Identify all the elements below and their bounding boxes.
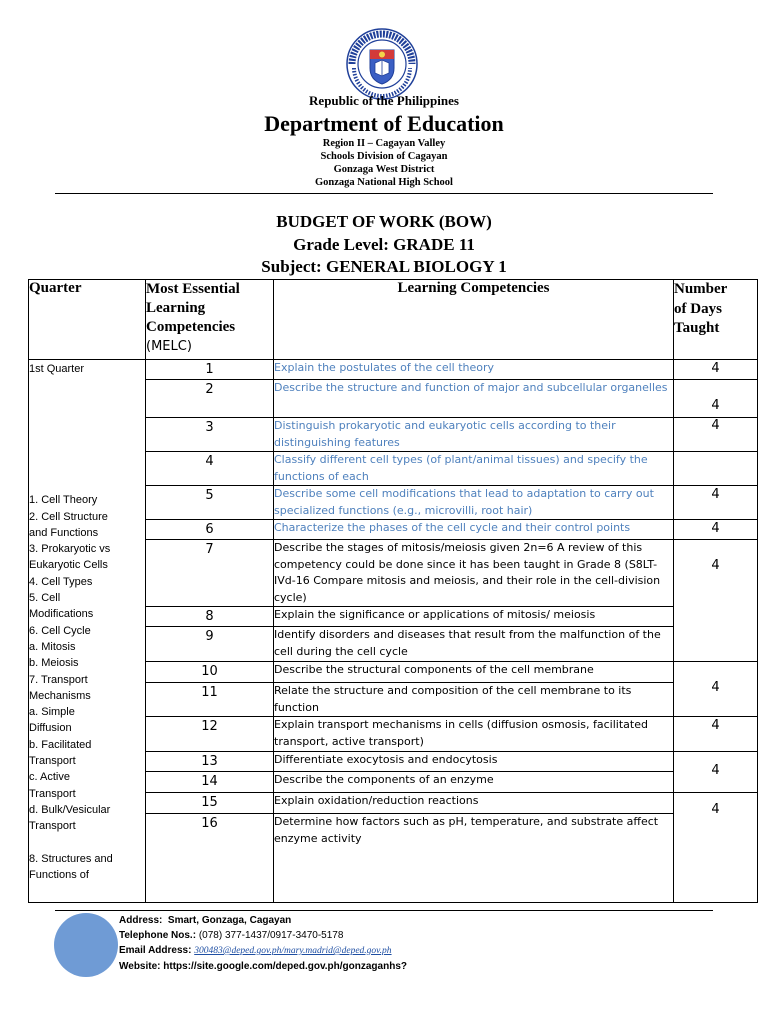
deped-seal-logo bbox=[346, 28, 418, 100]
days-cell: 4 bbox=[674, 540, 758, 662]
melc-number: 8 bbox=[146, 607, 274, 627]
topic-spacer bbox=[29, 835, 145, 851]
division-line: Schools Division of Cagayan bbox=[320, 151, 448, 162]
topic-line: 8. Structures and bbox=[29, 852, 113, 865]
days-cell: 4 bbox=[674, 360, 758, 380]
header-days-line2: of Days bbox=[674, 300, 722, 317]
address-value: Smart, Gonzaga, Cagayan bbox=[167, 915, 292, 926]
district-line: Gonzaga West District bbox=[333, 164, 435, 175]
melc-number: 16 bbox=[146, 814, 274, 903]
footer-logo-circle bbox=[54, 913, 118, 977]
days-cell: 4 bbox=[674, 380, 758, 418]
melc-number: 12 bbox=[146, 717, 274, 752]
header-melc-abbr: (MELC) bbox=[146, 339, 192, 354]
competency-text: Explain oxidation/reduction reactions bbox=[274, 793, 674, 814]
address-label: Address: bbox=[119, 915, 163, 926]
melc-number: 1 bbox=[146, 360, 274, 380]
competency-text: Describe the stages of mitosis/meiosis given 2n=6 A review of this competency could be done since it has been taught in Grade 8 (S8LT-IVd-16 Compare mitosis and meiosis, and their role in the cell-division cycle) bbox=[274, 540, 674, 607]
competency-text: Characterize the phases of the cell cycle and their control points bbox=[274, 520, 674, 540]
melc-number: 6 bbox=[146, 520, 274, 540]
competency-text: Describe some cell modifications that lead to adaptation to carry out specialized functions (e.g., microvilli, root hair) bbox=[274, 486, 674, 520]
topic-line: and Functions bbox=[29, 526, 99, 539]
grade-level: Grade Level: GRADE 11 bbox=[293, 235, 475, 254]
days-cell: 4 bbox=[674, 752, 758, 793]
competency-text: Describe the structure and function of major and subcellular organelles bbox=[274, 380, 674, 418]
days-cell: 4 bbox=[674, 662, 758, 717]
melc-number: 9 bbox=[146, 627, 274, 662]
topic-line: Modifications bbox=[29, 608, 94, 621]
melc-number: 13 bbox=[146, 752, 274, 772]
header-melc-line3: Competencies bbox=[146, 319, 236, 335]
footer-divider bbox=[55, 910, 713, 911]
telephone-value: (078) 377-1437/0917-3470-5178 bbox=[198, 930, 344, 941]
header-days bbox=[674, 280, 758, 360]
competency-text: Relate the structure and composition of the cell membrane to its function bbox=[274, 683, 674, 717]
melc-number: 3 bbox=[146, 418, 274, 452]
days-cell: 4 bbox=[674, 418, 758, 452]
topic-line: 6. Cell Cycle bbox=[29, 624, 91, 637]
email-link[interactable]: 300483@deped.gov.ph/mary.madrid@deped.gov.ph bbox=[194, 946, 392, 956]
topic-line: Mechanisms bbox=[29, 689, 91, 702]
website-link[interactable]: https://site.google.com/deped.gov.ph/gonzaganhs? bbox=[163, 961, 407, 972]
days-cell: 4 bbox=[674, 520, 758, 540]
melc-number: 7 bbox=[146, 540, 274, 607]
topic-line: 1. Cell Theory bbox=[29, 494, 98, 507]
topic-line: 3. Prokaryotic vs bbox=[29, 543, 111, 556]
subject-line: Subject: GENERAL BIOLOGY 1 bbox=[261, 257, 507, 276]
document-title: BUDGET OF WORK (BOW) bbox=[276, 212, 492, 231]
days-cell bbox=[674, 452, 758, 486]
days-cell: 4 bbox=[674, 717, 758, 752]
budget-of-work-table bbox=[28, 279, 758, 903]
department-heading: Department of Education bbox=[264, 111, 504, 136]
competency-text: Explain the postulates of the cell theory bbox=[274, 360, 674, 380]
days-cell: 4 bbox=[674, 486, 758, 520]
melc-number: 10 bbox=[146, 662, 274, 683]
competency-text: Classify different cell types (of plant/animal tissues) and specify the functions of each bbox=[274, 452, 674, 486]
email-label: Email Address: bbox=[119, 945, 192, 956]
header-learning-competencies: Learning Competencies bbox=[274, 280, 674, 360]
quarter-cell bbox=[29, 360, 146, 903]
website-label: Website: bbox=[119, 961, 161, 972]
melc-number: 4 bbox=[146, 452, 274, 486]
melc-number: 11 bbox=[146, 683, 274, 717]
topic-line: 5. Cell bbox=[29, 592, 61, 605]
topic-line: Transport bbox=[29, 755, 76, 768]
melc-number: 15 bbox=[146, 793, 274, 814]
topic-list bbox=[29, 492, 145, 883]
topic-line: 4. Cell Types bbox=[29, 575, 93, 588]
region-line: Region II – Cagayan Valley bbox=[322, 138, 446, 149]
melc-number: 2 bbox=[146, 380, 274, 418]
topic-line: 2. Cell Structure bbox=[29, 510, 108, 523]
days-cell: 4 bbox=[674, 793, 758, 903]
topic-line: Transport bbox=[29, 787, 76, 800]
competency-text: Differentiate exocytosis and endocytosis bbox=[274, 752, 674, 772]
competency-text: Explain the significance or applications of mitosis/ meiosis bbox=[274, 607, 674, 627]
topic-line: 7. Transport bbox=[29, 673, 88, 686]
topic-line: Transport bbox=[29, 820, 76, 833]
footer-contact bbox=[119, 913, 407, 974]
telephone-label: Telephone Nos.: bbox=[119, 930, 197, 941]
header-days-line3: Taught bbox=[674, 320, 720, 336]
topic-line: Functions of bbox=[29, 868, 89, 881]
republic-heading: Republic of the Philippines bbox=[309, 93, 459, 108]
topic-line: Diffusion bbox=[29, 722, 72, 735]
competency-text: Determine how factors such as pH, temperature, and substrate affect enzyme activity bbox=[274, 814, 674, 903]
footer-telephone bbox=[119, 928, 407, 943]
table-header-row bbox=[29, 280, 758, 360]
header-quarter: Quarter bbox=[29, 280, 146, 360]
topic-line: b. Facilitated bbox=[29, 738, 92, 751]
header-days-line1: Number bbox=[674, 281, 728, 297]
header-melc-line2: Learning bbox=[146, 300, 206, 316]
topic-line: a. Mitosis bbox=[29, 640, 76, 653]
quarter-label: 1st Quarter bbox=[29, 363, 85, 375]
footer-email bbox=[119, 943, 407, 959]
topic-line: d. Bulk/Vesicular bbox=[29, 803, 111, 816]
topic-line: b. Meiosis bbox=[29, 657, 79, 670]
competency-text: Describe the structural components of the cell membrane bbox=[274, 662, 674, 683]
competency-text: Explain transport mechanisms in cells (diffusion osmosis, facilitated transport, active transport) bbox=[274, 717, 674, 752]
topic-line: Eukaryotic Cells bbox=[29, 559, 108, 572]
melc-number: 5 bbox=[146, 486, 274, 520]
header-melc-line1: Most Essential bbox=[146, 281, 240, 297]
header-divider bbox=[55, 193, 713, 194]
footer-website bbox=[119, 959, 407, 974]
footer-address bbox=[119, 913, 407, 928]
topic-line: c. Active bbox=[29, 771, 70, 784]
competency-text: Identify disorders and diseases that result from the malfunction of the cell during the cell cycle bbox=[274, 627, 674, 662]
competency-text: Distinguish prokaryotic and eukaryotic cells according to their distinguishing features bbox=[274, 418, 674, 452]
school-line: Gonzaga National High School bbox=[315, 177, 453, 188]
header-melc bbox=[146, 280, 274, 360]
melc-number: 14 bbox=[146, 772, 274, 793]
topic-line: a. Simple bbox=[29, 706, 75, 719]
table-row bbox=[29, 360, 758, 380]
competency-text: Describe the components of an enzyme bbox=[274, 772, 674, 793]
